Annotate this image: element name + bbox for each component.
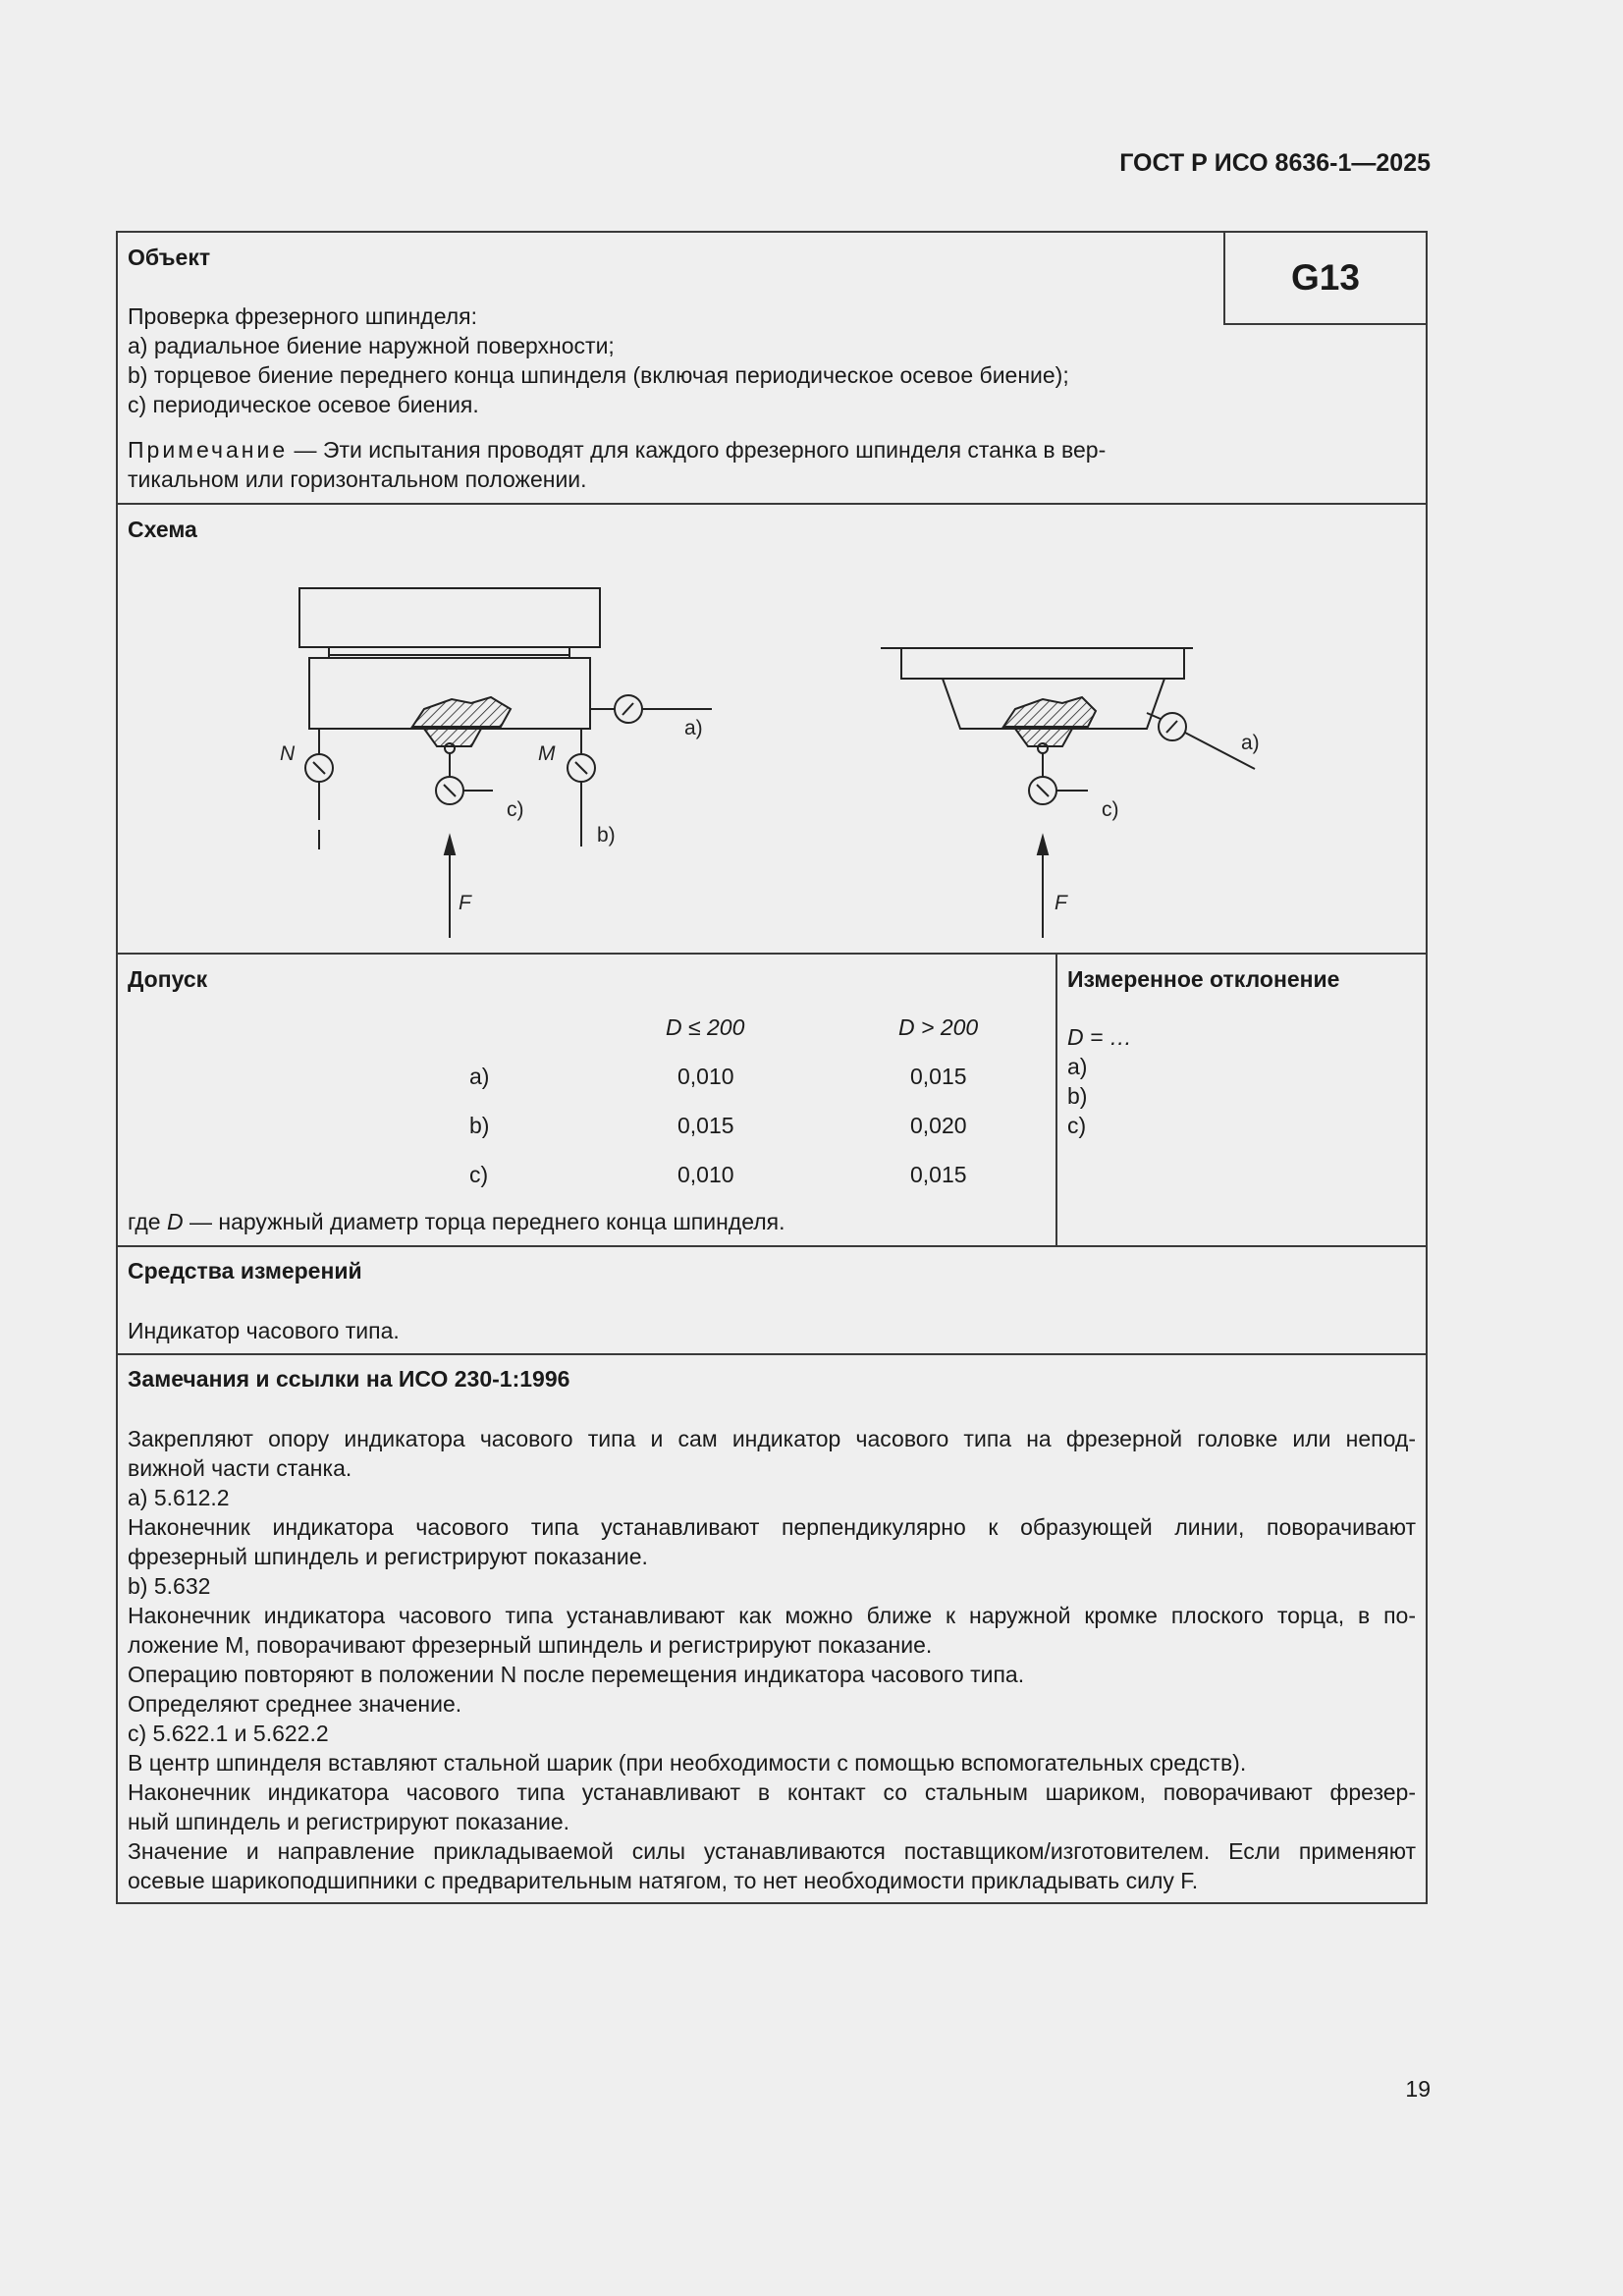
tolerance-row-value: 0,010 — [677, 1064, 734, 1089]
tolerance-row-value: 0,015 — [910, 1064, 967, 1089]
measured-item: b) — [1067, 1083, 1088, 1109]
footnote-pre: где — [128, 1209, 167, 1234]
remarks-line: Закрепляют опору индикатора часового типа и сам индикатор часового типа на фрезерной головке или непод- — [128, 1426, 1416, 1451]
tolerance-row-label: c) — [469, 1162, 489, 1187]
right-spindle-nose — [1003, 697, 1096, 727]
object-item-b: b) торцевое биение переднего конца шпинделя (включая периодическое осевое биение); — [128, 362, 1069, 388]
tolerance-footnote — [128, 1207, 785, 1236]
remarks-line: Определяют среднее значение. — [128, 1691, 462, 1717]
remarks-line: ный шпиндель и регистрируют показание. — [128, 1809, 570, 1834]
tolerance-row-label: a) — [469, 1064, 490, 1089]
measured-item: c) — [1067, 1113, 1087, 1138]
remarks-line: Наконечник индикатора часового типа устанавливают в контакт со стальным шариком, поворачивают фрезер- — [128, 1779, 1416, 1805]
note-label: Примечание — [128, 437, 289, 463]
divider-instruments — [116, 1353, 1428, 1355]
scheme-title: Схема — [128, 517, 197, 542]
label-f2: F — [1055, 892, 1067, 914]
tolerance-col2-header: D > 200 — [898, 1014, 979, 1040]
object-title: Объект — [128, 245, 211, 270]
label-b: b) — [597, 824, 616, 847]
label-m: M — [538, 742, 556, 765]
label-c: c) — [507, 798, 524, 821]
label-f: F — [459, 892, 471, 914]
remarks-title: Замечания и ссылки на ИСО 230-1:1996 — [128, 1366, 570, 1392]
remarks-line: Наконечник индикатора часового типа устанавливают перпендикулярно к образующей линии, поворачивают — [128, 1514, 1416, 1540]
measured-d-line: D = … — [1067, 1024, 1132, 1050]
measured-item: a) — [1067, 1054, 1088, 1079]
tolerance-row-value: 0,010 — [677, 1162, 734, 1187]
remarks-line: c) 5.622.1 и 5.622.2 — [128, 1721, 329, 1746]
object-note-cont: тикальном или горизонтальном положении. — [128, 466, 587, 492]
remarks-line: фрезерный шпиндель и регистрируют показание. — [128, 1544, 648, 1569]
label-c2: c) — [1102, 798, 1119, 821]
tolerance-title: Допуск — [128, 966, 208, 992]
left-spindle-nose — [412, 697, 511, 727]
remarks-line: a) 5.612.2 — [128, 1485, 230, 1510]
tolerance-row-value: 0,020 — [910, 1113, 967, 1138]
instruments-title: Средства измерений — [128, 1258, 362, 1284]
remarks-line: Операцию повторяют в положении N после перемещения индикатора часового типа. — [128, 1662, 1025, 1687]
remarks-line: Значение и направление прикладываемой силы устанавливаются поставщиком/изготовителем. Если применяют — [128, 1838, 1416, 1864]
tolerance-row-value: 0,015 — [910, 1162, 967, 1187]
tolerance-row-label: b) — [469, 1113, 490, 1138]
divider-tolerance — [116, 1245, 1428, 1247]
object-item-a: a) радиальное биение наружной поверхности; — [128, 333, 615, 358]
test-code-box: G13 — [1223, 233, 1426, 325]
right-head-top — [901, 648, 1184, 679]
object-item-c: c) периодическое осевое биения. — [128, 392, 479, 417]
page-number: 19 — [1405, 2076, 1431, 2102]
divider-scheme — [116, 953, 1428, 955]
label-a: a) — [684, 717, 703, 739]
standard-code: ГОСТ Р ИСО 8636-1—2025 — [1119, 149, 1431, 177]
remarks-line: В центр шпинделя вставляют стальной шарик (при необходимости с помощью вспомогательных средств). — [128, 1750, 1247, 1776]
footnote-var: D — [166, 1209, 184, 1234]
remarks-line: осевые шарикоподшипники с предварительным натягом, то нет необходимости прикладывать силу F. — [128, 1868, 1199, 1893]
tolerance-row-value: 0,015 — [677, 1113, 734, 1138]
measured-title: Измеренное отклонение — [1067, 966, 1340, 992]
remarks-line: Наконечник индикатора часового типа устанавливают как можно ближе к наружной кромке плоского торца, в по- — [128, 1603, 1416, 1628]
footnote-post: — наружный диаметр торца переднего конца шпинделя. — [183, 1209, 785, 1234]
note-line-1: — Эти испытания проводят для каждого фрезерного шпинделя станка в вер- — [288, 437, 1107, 463]
remarks-line: b) 5.632 — [128, 1573, 211, 1599]
object-intro: Проверка фрезерного шпинделя: — [128, 303, 478, 329]
remarks-body — [128, 1424, 1416, 1895]
left-head-top — [299, 588, 600, 647]
divider-tolerance-vertical — [1055, 953, 1057, 1246]
label-a2: a) — [1241, 732, 1260, 754]
tolerance-col1-header: D ≤ 200 — [666, 1014, 745, 1040]
remarks-line: ложение M, поворачивают фрезерный шпиндель и регистрируют показание. — [128, 1632, 933, 1658]
instruments-text: Индикатор часового типа. — [128, 1318, 400, 1343]
label-n: N — [280, 742, 296, 765]
remarks-line: вижной части станка. — [128, 1455, 352, 1481]
